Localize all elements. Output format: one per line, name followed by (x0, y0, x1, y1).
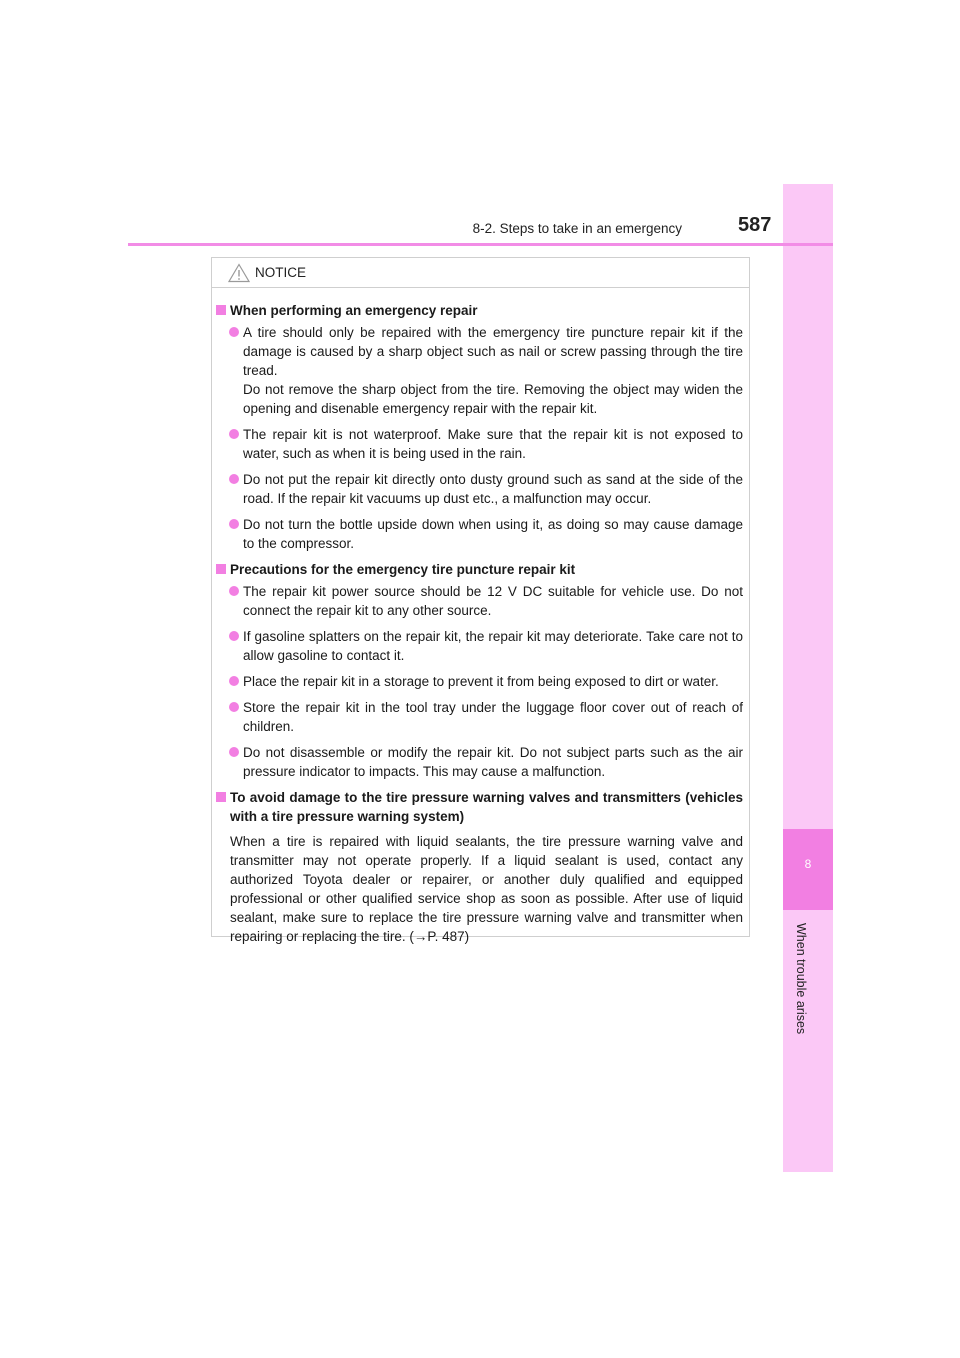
list-item (215, 743, 743, 781)
round-bullet-icon (229, 474, 239, 484)
round-bullet-icon (229, 631, 239, 641)
notice-header (212, 258, 749, 288)
section-heading (215, 788, 743, 826)
round-bullet-icon (229, 429, 239, 439)
notice-label: NOTICE (255, 265, 307, 280)
list-item-text: If gasoline splatters on the repair kit, the repair kit may deteriorate. Take care not to allow gasoline to contact it. (243, 629, 743, 663)
list-item (215, 425, 743, 463)
section-title: 8-2. Steps to take in an emergency (472, 221, 682, 236)
section-paragraph: When a tire is repaired with liquid sealants, the tire pressure warning valve and transmitter may not operate properly. If a liquid sealant is used, contact any authorized Toyota dealer or repairer, or another duly qualified and equipped professional or other qualified service shop as soon as possible. After use of liquid sealant, make sure to replace the tire pressure warning valve and transmitter when repairing or replacing the tire. (→P. 487) (230, 834, 743, 944)
list-item (215, 515, 743, 553)
chapter-number: 8 (804, 857, 812, 871)
section-heading-text: Precautions for the emergency tire puncture repair kit (230, 562, 576, 577)
header-divider (128, 243, 833, 246)
chapter-label: When trouble arises (794, 923, 808, 1035)
list-item (215, 470, 743, 508)
round-bullet-icon (229, 586, 239, 596)
list-item (215, 323, 743, 418)
square-bullet-icon (216, 564, 226, 574)
round-bullet-icon (229, 327, 239, 337)
list-item-text: Place the repair kit in a storage to prevent it from being exposed to dirt or water. (243, 674, 719, 689)
list-item (215, 627, 743, 665)
list-item-text: The repair kit power source should be 12 V DC suitable for vehicle use. Do not connect the repair kit to any other source. (243, 584, 743, 618)
section-heading-text: To avoid damage to the tire pressure warning valves and transmitters (vehicles with a tire pressure warning system) (230, 790, 743, 824)
chapter-side-tab (783, 184, 833, 1172)
notice-body (212, 288, 749, 946)
warning-triangle-icon (228, 263, 250, 283)
list-item-text: Do not put the repair kit directly onto dusty ground such as sand at the side of the road. If the repair kit vacuums up dust etc., a malfunction may occur. (243, 472, 743, 506)
square-bullet-icon (216, 305, 226, 315)
list-item-text: A tire should only be repaired with the emergency tire puncture repair kit if the damage is caused by a sharp object such as nail or screw passing through the tire tread. (243, 325, 743, 378)
list-item (215, 672, 743, 691)
section-heading (215, 560, 743, 579)
list-item-text: Store the repair kit in the tool tray under the luggage floor cover out of reach of children. (243, 700, 743, 734)
notice-box (211, 257, 750, 944)
round-bullet-icon (229, 676, 239, 686)
page-number: 587 (738, 214, 772, 236)
list-item-extra: Do not remove the sharp object from the tire. Removing the object may widen the opening and disenable emergency repair with the repair kit. (243, 382, 743, 416)
round-bullet-icon (229, 702, 239, 712)
list-item-text: The repair kit is not waterproof. Make sure that the repair kit is not exposed to water, such as when it is being used in the rain. (243, 427, 743, 461)
list-item (215, 698, 743, 736)
square-bullet-icon (216, 792, 226, 802)
section-heading (215, 301, 743, 320)
round-bullet-icon (229, 519, 239, 529)
round-bullet-icon (229, 747, 239, 757)
list-item-text: Do not disassemble or modify the repair kit. Do not subject parts such as the air pressure indicator to impacts. This may cause a malfunction. (243, 745, 743, 779)
list-item (215, 582, 743, 620)
section-heading-text: When performing an emergency repair (230, 303, 478, 318)
list-item-text: Do not turn the bottle upside down when using it, as doing so may cause damage to the compressor. (243, 517, 743, 551)
